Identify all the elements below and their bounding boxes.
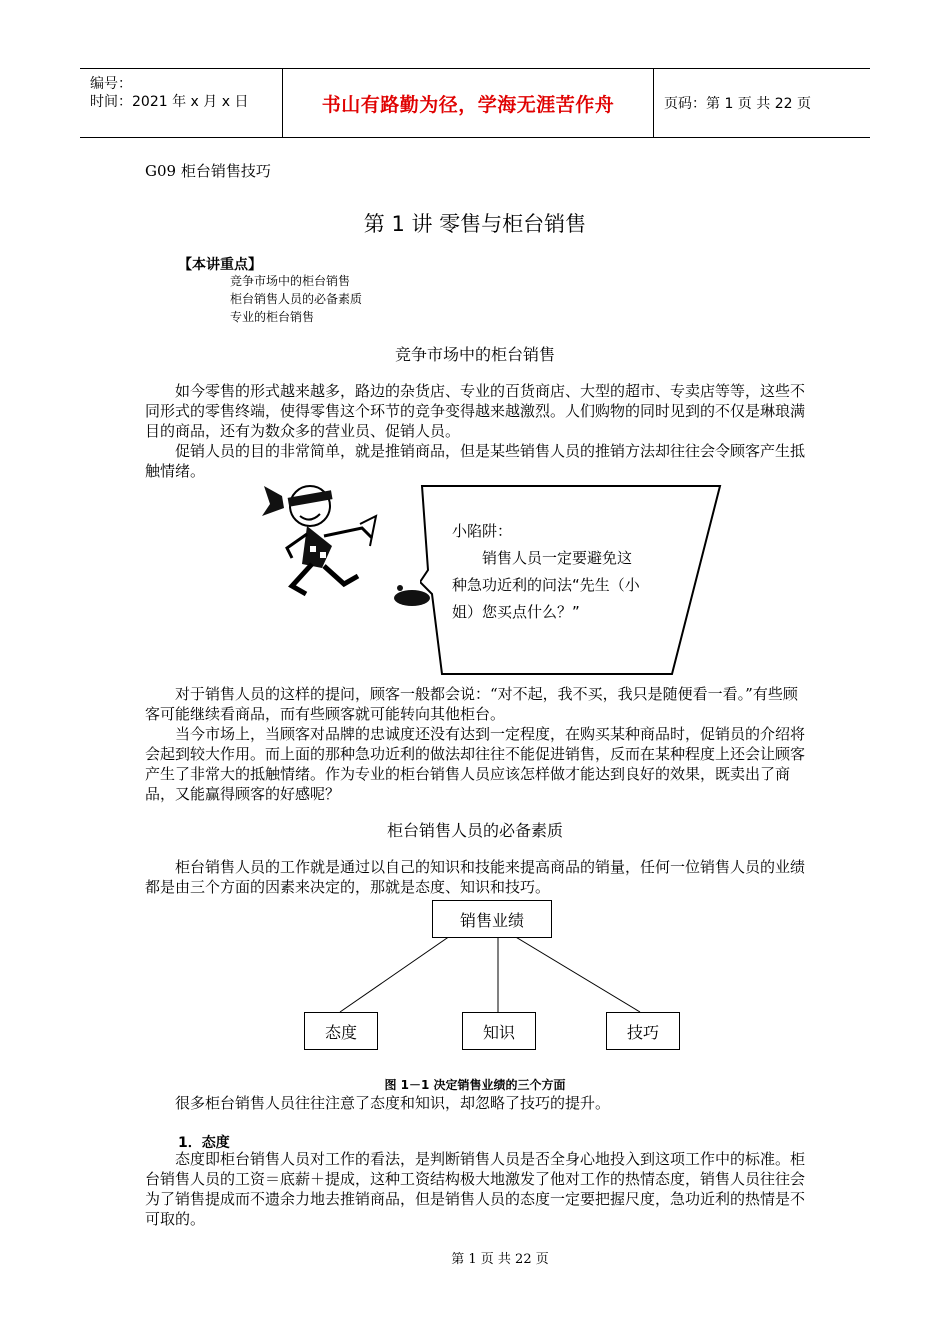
paragraph-text: 对于销售人员的这样的提问，顾客一般都会说：“对不起，我不买，我只是随便看一看。”有些顾客可能继续看商品，而有些顾客就可能转向其他柜台。 [145,685,798,723]
trap-title: 小陷阱： [452,522,513,540]
page-header [80,68,870,138]
page-info: 页码：第 1 页 共 22 页 [664,96,811,112]
diagram-child-box: 知识 [462,1012,536,1050]
diagram-child-box: 态度 [304,1012,378,1050]
paragraph-text: 如今零售的形式越来越多，路边的杂货店、专业的百货商店、大型的超市、专卖店等等，这些不同形式的零售终端，使得零售这个环节的竞争变得越来越激烈。人们购物的同时见到的不仅是琳琅满目的商品，还有为数众多的营业员、促销人员。 [145,382,806,440]
paragraph-text: 当今市场上，当顾客对品牌的忠诚度还没有达到一定程度，在购买某种商品时，促销员的介绍将会起到较大作用。而上面的那种急功近利的做法却往往不能促进销售，反而在某种程度上还会让顾客产生了非常大的抵触情绪。作为专业的柜台销售人员应该怎样做才能达到良好的效果，既卖出了商品，又能赢得顾客的好感呢？ [145,725,806,803]
trap-callout [452,518,672,626]
trap-text-line: 种急功近利的问法“先生（小 [452,576,640,594]
paragraph-text: 柜台销售人员的工作就是通过以自己的知识和技能来提高商品的销量，任何一位销售人员的业绩都是由三个方面的因素来决定的，那就是态度、知识和技巧。 [145,858,806,896]
header-motto-cell [282,69,654,137]
header-right-cell [654,69,870,137]
figure-caption: 图 1－1 决定销售业绩的三个方面 [384,1078,566,1092]
paragraph [145,1149,807,1229]
date-label: 时间：2021 年 x 月 x 日 [90,94,249,110]
running-figure-illustration [262,476,442,606]
doc-code: G09 柜台销售技巧 [145,162,271,180]
key-point-item: 竞争市场中的柜台销售 [230,274,351,288]
diagram-root-box: 销售业绩 [432,900,552,938]
paragraph [145,857,807,897]
paragraph [145,684,807,804]
diagram-child-box: 技巧 [606,1012,680,1050]
key-point-item: 专业的柜台销售 [230,310,315,324]
paragraph [145,1093,807,1113]
header-left-cell [80,69,282,137]
motto: 书山有路勤为径，学海无涯苦作舟 [321,93,615,116]
diagram-connectors [300,936,680,1016]
paragraph-text: 很多柜台销售人员往往注意了态度和知识，却忽略了技巧的提升。 [175,1094,611,1112]
page-footer: 第 1 页 共 22 页 [451,1252,549,1267]
key-points-label: 【本讲重点】 [178,257,262,273]
paragraph-text: 态度即柜台销售人员对工作的看法，是判断销售人员是否全身心地投入到这项工作中的标准。柜台销售人员的工资＝底薪＋提成，这种工资结构极大地激发了他对工作的热情态度，销售人员往往会为了销售提成而不遗余力地去推销商品，但是销售人员的态度一定要把握尺度，急功近利的热情是不可取的。 [145,1150,806,1228]
section-title: 柜台销售人员的必备素质 [386,821,563,840]
lecture-title: 第 1 讲 零售与柜台销售 [363,212,587,236]
trap-text-line: 姐）您买点什么？” [452,603,580,621]
paragraph-text: 促销人员的目的非常简单，就是推销商品，但是某些销售人员的推销方法却往往会令顾客产生抵触情绪。 [145,442,806,480]
paragraph [145,381,807,481]
number-label: 编号： [90,76,132,92]
subsection-title: 1．态度 [178,1135,230,1151]
key-points-list [230,272,362,326]
section-title: 竞争市场中的柜台销售 [394,345,555,364]
key-point-item: 柜台销售人员的必备素质 [230,292,363,306]
trap-text-line: 销售人员一定要避免这 [482,549,633,567]
